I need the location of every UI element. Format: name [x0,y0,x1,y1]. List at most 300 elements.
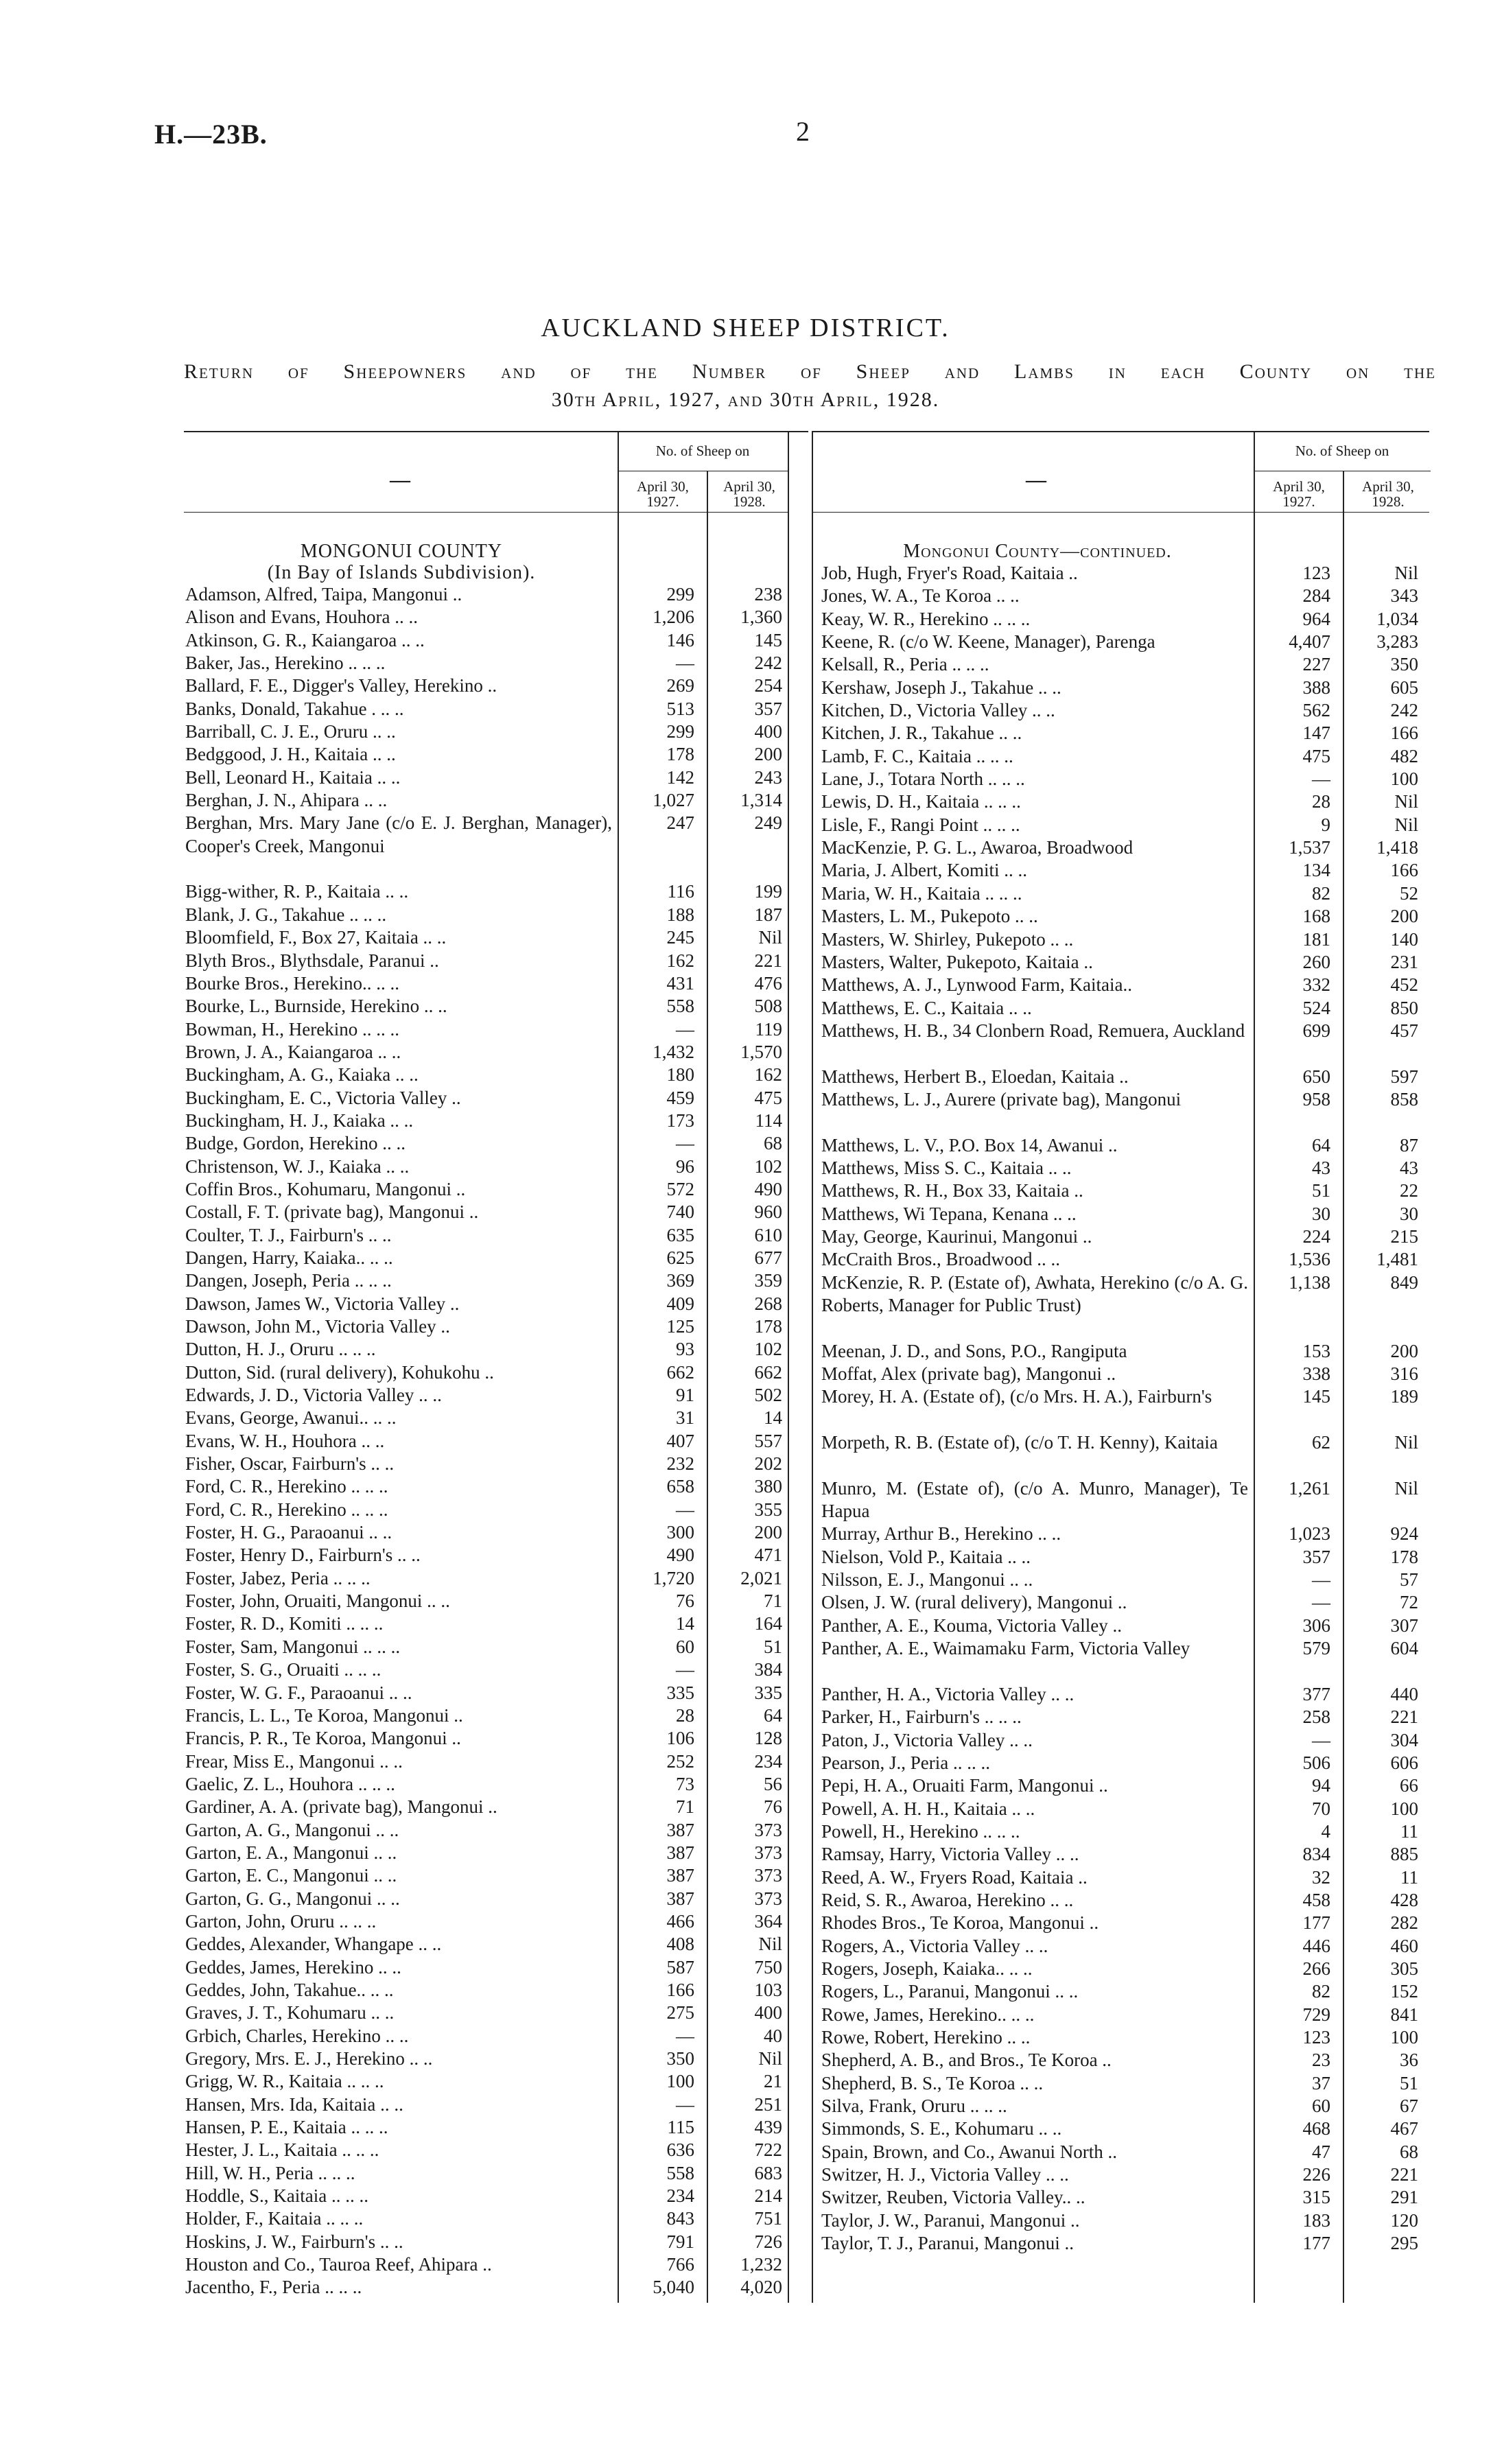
sheep-1927: 94 [1312,1775,1330,1796]
table-row [820,1340,1437,1363]
sheep-1928: 238 [754,584,782,605]
table-row [184,1224,801,1247]
sheep-1928: 858 [1390,1088,1418,1110]
left-rows [184,541,801,2299]
sheep-1928: 14 [764,1407,782,1429]
owner-name: Alison and Evans, Houhora .. .. [185,607,418,628]
owner-name: Switzer, Reuben, Victoria Valley.. .. [821,2187,1085,2208]
sheep-1927: 23 [1312,2050,1330,2071]
sheep-1928: 841 [1390,2004,1418,2025]
table-row [820,905,1437,928]
sheep-1927: 1,537 [1289,837,1330,858]
sheep-1928: 68 [1400,2141,1418,2162]
sheep-1928: 249 [754,812,782,834]
owner-name: Jones, W. A., Te Koroa .. .. [821,585,1020,607]
sheep-1928: 304 [1390,1729,1418,1750]
owner-name: Coffin Bros., Kohumaru, Mangonui .. [185,1178,466,1199]
sheep-1928: 221 [1390,1706,1418,1728]
owner-name: Kitchen, D., Victoria Valley .. .. [821,700,1055,721]
sheep-1928: 357 [754,698,782,719]
owner-name: Evans, W. H., Houhora .. .. [185,1430,385,1451]
owner-name: Buckingham, A. G., Kaiaka .. .. [185,1064,419,1086]
owner-name: Barriball, C. J. E., Oruru .. .. [185,721,396,742]
sheep-1927: 490 [666,1545,694,1566]
owner-name: Pepi, H. A., Oruaiti Farm, Mangonui .. [821,1775,1108,1796]
table-row [820,790,1437,813]
sheep-1928: 231 [1390,951,1418,972]
table-row [184,1842,801,1864]
owner-name: Bell, Leonard H., Kaitaia .. .. [185,766,401,788]
table-row [820,1774,1437,1797]
sheep-1928: 849 [1390,1271,1418,1293]
sheep-1927: 146 [666,629,694,650]
table-row [184,1315,801,1338]
sheep-1928: 750 [754,1956,782,1978]
sheep-1927: 475 [1302,745,1330,766]
sheep-1927: 350 [666,2048,694,2069]
table-row [184,743,801,766]
table-row [820,1958,1437,1980]
sheep-1928: 355 [754,1499,782,1520]
sheep-1928: 373 [754,1888,782,1909]
table-row [820,997,1437,1020]
right-table [820,431,1437,2303]
table-row [820,1546,1437,1569]
table-row [184,2070,801,2093]
owner-name: Meenan, J. D., and Sons, P.O., Rangiputa [821,1340,1127,1361]
owner-name: Panther, A. E., Waimamaku Farm, Victoria Valley [821,1638,1190,1659]
sheep-1927: 142 [666,766,694,788]
sheep-1927: 388 [1302,677,1330,698]
owner-name: Berghan, Mrs. Mary Jane (c/o E. J. Berghan, Manager), Cooper's Creek, Mangonui [185,812,612,856]
table-row [820,2209,1437,2232]
sheep-1928: 373 [754,1865,782,1886]
document-title: AUCKLAND SHEEP DISTRICT. [541,314,950,342]
sheep-1928: 103 [754,1979,782,2000]
sheep-1928: 11 [1400,1866,1418,1888]
page-number: 2 [796,116,810,147]
owner-name: Geddes, John, Takahue.. .. .. [185,1979,394,2000]
owner-name: Houston and Co., Tauroa Reef, Ahipara .. [185,2254,492,2275]
sheep-1927: 1,206 [653,607,694,628]
owner-name: Lane, J., Totara North .. .. .. [821,768,1025,790]
sheep-1927: 188 [666,904,694,925]
sheep-1927: 299 [666,584,694,605]
sheep-1928: 200 [754,1522,782,1543]
owner-name: Garton, E. C., Mangonui .. .. [185,1865,397,1886]
sheep-1927: 958 [1302,1088,1330,1110]
table-row [820,1066,1437,1088]
table-row [820,2072,1437,2095]
sheep-1928: 254 [754,675,782,696]
sheep-1927: 166 [666,1979,694,2000]
sheep-1928: 364 [754,1910,782,1932]
sheep-1927: 407 [666,1430,694,1451]
column-header-1928: April 30, 1928. [1362,478,1414,510]
sheep-1927: 377 [1302,1683,1330,1704]
table-row [184,1933,801,1956]
table-row [184,2276,801,2299]
sheep-1928: 200 [1390,1340,1418,1361]
table-row [820,814,1437,836]
table-row [820,974,1437,996]
sheep-1927: 625 [666,1247,694,1268]
table-row [820,1706,1437,1728]
sheep-1927: 162 [666,950,694,971]
table-row [820,1843,1437,1866]
sheep-1928: 51 [1400,2072,1418,2093]
table-row [820,2186,1437,2209]
owner-name: Foster, S. G., Oruaiti .. .. .. [185,1659,381,1680]
owner-name: Keay, W. R., Herekino .. .. .. [821,608,1031,629]
table-row [184,2025,801,2048]
owner-name: Rogers, A., Victoria Valley .. .. [821,1935,1048,1956]
sheep-1927: 70 [1312,1798,1330,1819]
owner-name: Powell, H., Herekino .. .. .. [821,1820,1020,1842]
sheep-1927: 459 [666,1087,694,1108]
table-row [184,1430,801,1453]
table-row [820,1637,1437,1683]
table-row [820,951,1437,974]
table-row [184,2116,801,2139]
subtitle-line-1: Return of Sheepowners and of the Number of Sheep and Lambs in each County on the [184,360,1436,383]
document-reference: H.—23B. [154,119,268,150]
sheep-1928: 471 [754,1545,782,1566]
sheep-1927: 729 [1302,2004,1330,2025]
owner-name: Geddes, James, Herekino .. .. [185,1956,401,1978]
owner-name: Nilsson, E. J., Mangonui .. .. [821,1569,1033,1591]
owner-name: Job, Hugh, Fryer's Road, Kaitaia .. [821,563,1078,583]
owner-name: Foster, Jabez, Peria .. .. .. [185,1567,371,1588]
name-column-dash: — [390,469,410,491]
sheep-1928: 68 [764,1133,782,1154]
table-row [820,1752,1437,1774]
table-row [820,1569,1437,1591]
owner-name: Hill, W. H., Peria .. .. .. [185,2162,355,2183]
sheep-1927: 284 [1302,585,1330,607]
sheep-1928: 380 [754,1476,782,1497]
sheep-1927: — [676,1133,694,1154]
owner-name: Maria, J. Albert, Komiti .. .. [821,860,1027,881]
sheep-1927: 115 [667,2117,694,2138]
sheep-1928: 234 [754,1750,782,1772]
table-row [184,1110,801,1132]
owner-name: Powell, A. H. H., Kaitaia .. .. [821,1798,1035,1819]
sheep-1927: 306 [1302,1615,1330,1636]
sheep-1928: 200 [1390,906,1418,927]
table-row [820,2163,1437,2186]
header-rule [184,512,788,513]
sheep-1927: 766 [666,2254,694,2275]
sheep-1928: 467 [1390,2118,1418,2139]
table-row [820,677,1437,699]
owner-name: Reid, S. R., Awaroa, Herekino .. .. [821,1889,1074,1910]
subtitle-line-2: 30th April, 1927, and 30th April, 1928. [551,388,940,411]
sheep-1928: 476 [754,972,782,994]
owner-name: Gaelic, Z. L., Houhora .. .. .. [185,1773,395,1794]
table-row [820,1020,1437,1066]
owner-name: Christenson, W. J., Kaiaka .. .. [185,1155,410,1177]
sheep-1927: 1,138 [1289,1271,1330,1293]
sheep-1928: 850 [1390,997,1418,1018]
sheep-1928: 128 [754,1728,782,1749]
sheep-1927: — [676,1659,694,1680]
sheep-1928: 924 [1390,1523,1418,1545]
column-divider [812,431,813,2303]
owner-name: Dawson, James W., Victoria Valley .. [185,1293,460,1314]
sheep-1928: 475 [754,1087,782,1108]
sheep-1927: 458 [1302,1889,1330,1910]
owner-name: Munro, M. (Estate of), (c/o A. Munro, Manager), Te Hapua [821,1477,1248,1522]
owner-name: MacKenzie, P. G. L., Awaroa, Broadwood [821,837,1134,858]
owner-name: Masters, L. M., Pukepoto .. .. [821,906,1038,927]
sheep-1928: 66 [1400,1775,1418,1796]
owner-name: Masters, W. Shirley, Pukepoto .. .. [821,928,1074,950]
owner-name: Foster, Sam, Mangonui .. .. .. [185,1636,401,1657]
sheep-1927: 964 [1302,608,1330,629]
table-row [184,1979,801,2002]
table-row [184,1956,801,1979]
sheep-1927: 125 [666,1316,694,1337]
sheep-1928: 343 [1390,585,1418,607]
sheep-1928: 885 [1390,1844,1418,1865]
sheep-1928: 21 [764,2071,782,2092]
table-top-rule [812,431,1429,432]
sheep-1927: 1,027 [653,790,694,811]
table-row [184,2207,801,2230]
sheep-1928: 187 [754,904,782,925]
sheep-1927: 740 [666,1201,694,1223]
owner-name: Garton, A. G., Mangonui .. .. [185,1819,399,1840]
sheep-1927: 699 [1302,1020,1330,1041]
sheep-1928: 460 [1390,1935,1418,1956]
sheep-1927: — [1312,1592,1330,1613]
table-row [820,1385,1437,1431]
sheep-1928: 604 [1390,1638,1418,1659]
table-row [184,698,801,720]
sheep-1928: Nil [1394,791,1418,812]
table-row [184,1521,801,1544]
table-row [184,1658,801,1681]
sheep-1927: 96 [676,1155,694,1177]
owner-name: Gregory, Mrs. E. J., Herekino .. .. [185,2048,433,2069]
column-header-1927: April 30, 1927. [637,478,689,510]
owner-name: Bedggood, J. H., Kaitaia .. .. [185,744,396,765]
sheep-1927: 269 [666,675,694,696]
table-row [184,2002,801,2024]
table-row [184,1384,801,1407]
sheep-1928: 251 [754,2093,782,2115]
sheep-1928: 482 [1390,745,1418,766]
table-row [184,583,801,606]
sheep-count-header: No. of Sheep on [655,443,750,459]
table-row [820,562,1437,585]
sheep-1927: 4 [1321,1820,1330,1842]
table-row [820,1477,1437,1523]
sheep-1928: 1,314 [740,790,782,811]
sheep-1928: 120 [1390,2209,1418,2231]
table-row [184,2185,801,2207]
sheep-1927: 558 [666,996,694,1017]
table-row [184,1750,801,1773]
table-row [184,1590,801,1612]
owner-name: Shepherd, B. S., Te Koroa .. .. [821,2072,1044,2093]
sheep-1928: 152 [1390,1981,1418,2002]
sheep-1927: 387 [666,1819,694,1840]
sheep-1928: 1,481 [1376,1249,1418,1270]
table-row [184,1612,801,1635]
table-row [184,880,801,903]
table-row [184,1704,801,1727]
sheep-1927: 387 [666,1865,694,1886]
sheep-1928: 164 [754,1613,782,1634]
sheep-1928: Nil [1394,563,1418,583]
table-row [820,1820,1437,1843]
sheep-1928: 189 [1390,1386,1418,1407]
sheep-1928: 67 [1400,2096,1418,2117]
sheep-1928: Nil [758,1934,782,1955]
sheep-1927: 145 [1302,1386,1330,1407]
table-row [820,1363,1437,1385]
table-row [184,812,801,880]
sheep-1927: 506 [1302,1752,1330,1773]
owner-name: Bourke, L., Burnside, Herekino .. .. [185,996,447,1017]
sheep-1928: 508 [754,996,782,1017]
sheep-1927: 635 [666,1224,694,1245]
sheep-1927: 60 [676,1636,694,1657]
sheep-1927: 173 [666,1110,694,1131]
sheep-1927: 408 [666,1934,694,1955]
column-header-1928: April 30, 1928. [723,478,775,510]
owner-name: Murray, Arthur B., Herekino .. .. [821,1523,1061,1545]
owner-name: Matthews, Herbert B., Eloedan, Kaitaia .. [821,1066,1129,1087]
sheep-1928: 43 [1400,1157,1418,1178]
owner-name: Blank, J. G., Takahue .. .. .. [185,904,387,925]
sheep-1928: 71 [764,1591,782,1612]
sheep-1927: 466 [666,1910,694,1932]
owner-name: Dutton, Sid. (rural delivery), Kohukohu .. [185,1361,494,1383]
table-row [820,2117,1437,2140]
table-row [820,1088,1437,1134]
sheep-1927: 791 [666,2231,694,2252]
owner-name: Dangen, Joseph, Peria .. .. .. [185,1270,392,1291]
sheep-1928: 242 [754,653,782,674]
owner-name: Kitchen, J. R., Takahue .. .. [821,723,1022,744]
owner-name: Edwards, J. D., Victoria Valley .. .. [185,1385,442,1406]
owner-name: Ballard, F. E., Digger's Valley, Herekino .. [185,675,497,696]
owner-name: Matthews, L. J., Aurere (private bag), Mangonui [821,1088,1182,1110]
table-row [184,652,801,674]
table-row [820,1889,1437,1912]
sheep-1927: 147 [1302,723,1330,744]
sheep-1927: 409 [666,1293,694,1314]
sheep-1927: 28 [1312,791,1330,812]
sheep-1928: 268 [754,1293,782,1314]
sheep-1928: 102 [754,1339,782,1360]
table-row [184,904,801,926]
owner-name: Garton, E. A., Mangonui .. .. [185,1842,397,1863]
table-row [184,1567,801,1590]
sheep-1927: 76 [676,1591,694,1612]
sheep-1928: 295 [1390,2233,1418,2254]
table-row [184,674,801,697]
sheep-1927: 232 [666,1453,694,1475]
sheep-1928: 100 [1390,2027,1418,2048]
table-row [184,950,801,972]
sheep-1928: Nil [1394,1477,1418,1499]
sheep-1927: 562 [1302,700,1330,721]
sheep-1928: 960 [754,1201,782,1223]
owner-name: Garton, John, Oruru .. .. .. [185,1910,377,1932]
sheep-1928: 2,021 [740,1567,782,1588]
sheep-1927: 177 [1302,1912,1330,1934]
table-row [184,1910,801,1933]
owner-name: Costall, F. T. (private bag), Mangonui .. [185,1201,479,1223]
sheep-1927: — [676,2025,694,2046]
table-row [820,745,1437,768]
owner-name: Holder, F., Kaitaia .. .. .. [185,2208,364,2229]
table-row [820,1225,1437,1248]
table-row [820,2004,1437,2026]
sheep-1928: 291 [1390,2187,1418,2208]
sheep-1928: 166 [1390,723,1418,744]
owner-name: Matthews, H. B., 34 Clonbern Road, Remuera, Auckland [821,1020,1245,1041]
table-row [184,1132,801,1155]
owner-name: Lewis, D. H., Kaitaia .. .. .. [821,791,1021,812]
owner-name: Gardiner, A. A. (private bag), Mangonui .. [185,1796,497,1818]
owner-name: Paton, J., Victoria Valley .. .. [821,1729,1033,1750]
sheep-1927: 662 [666,1361,694,1383]
sheep-1927: 1,261 [1289,1477,1330,1499]
sheep-1928: 373 [754,1819,782,1840]
sheep-1927: 513 [666,698,694,719]
sheep-1928: 140 [1390,928,1418,950]
sheep-1928: Nil [758,2048,782,2069]
sheep-1927: 1,023 [1289,1523,1330,1545]
table-row [820,1523,1437,1545]
sheep-1927: 82 [1312,1981,1330,2002]
table-row [820,653,1437,676]
table-row [184,720,801,743]
sheep-1928: 359 [754,1270,782,1291]
sheep-1928: 502 [754,1385,782,1406]
owner-name: Maria, W. H., Kaitaia .. .. .. [821,882,1022,904]
sheep-1927: — [676,1018,694,1040]
owner-name: Lamb, F. C., Kaitaia .. .. .. [821,745,1013,766]
sheep-1928: 100 [1390,1798,1418,1819]
sheep-1928: 597 [1390,1066,1418,1087]
sheep-1928: 102 [754,1155,782,1177]
sheep-1927: 332 [1302,974,1330,996]
table-row [820,1866,1437,1889]
sheep-1928: 557 [754,1430,782,1451]
sheep-1927: 587 [666,1956,694,1978]
column-header-1927: April 30, 1927. [1273,478,1325,510]
sheep-1927: 71 [676,1796,694,1818]
sheep-1928: 51 [764,1636,782,1657]
sheep-1927: 387 [666,1888,694,1909]
owner-name: Hansen, Mrs. Ida, Kaitaia .. .. [185,2093,403,2115]
name-column-dash: — [1026,469,1046,491]
table-row [184,1087,801,1110]
table-row [820,1203,1437,1225]
owner-name: Ramsay, Harry, Victoria Valley .. .. [821,1844,1079,1865]
owner-name: Matthews, L. V., P.O. Box 14, Awanui .. [821,1134,1118,1155]
sheep-1927: 300 [666,1522,694,1543]
sheep-1927: 4,407 [1289,631,1330,653]
owner-name: Matthews, A. J., Lynwood Farm, Kaitaia.. [821,974,1132,996]
sheep-1927: 843 [666,2208,694,2229]
